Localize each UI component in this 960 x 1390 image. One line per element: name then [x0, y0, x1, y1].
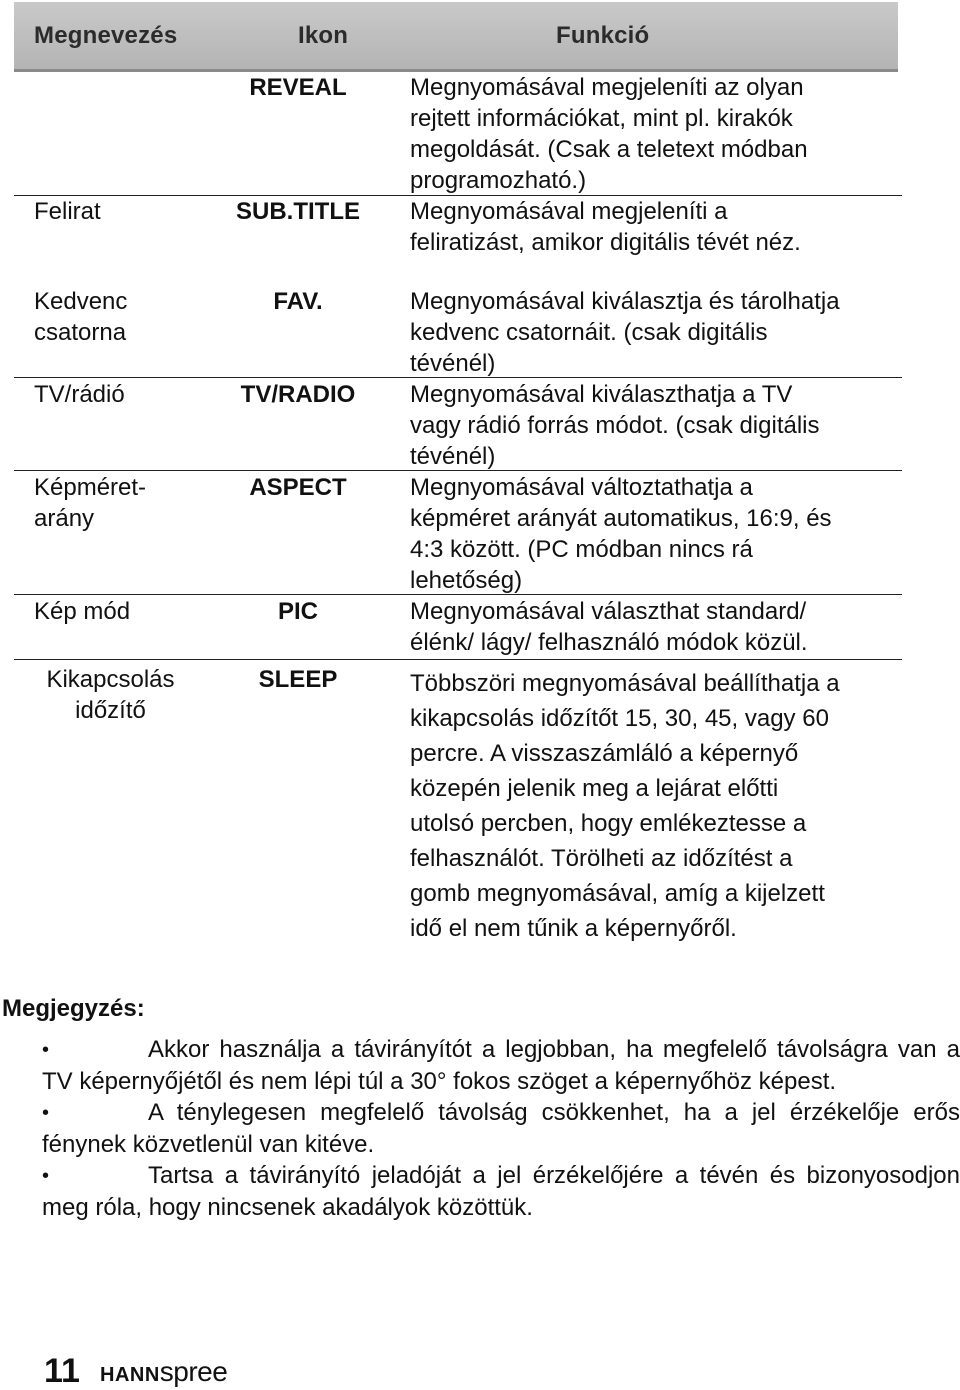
note-item: [42, 1097, 960, 1160]
row-divider: [14, 377, 902, 378]
notes-list: [42, 1034, 960, 1223]
row-icon: REVEAL: [249, 74, 347, 101]
row-name: Képméret- arány: [34, 474, 147, 532]
row-name: Kép mód: [34, 598, 131, 625]
note-text: A ténylegesen megfelelő távolság csökkenhet, ha a jel érzékelője erős fénynek közvetlenül van kitéve.: [42, 1099, 960, 1158]
row-function: Megnyomásával megjeleníti az olyan rejtett információkat, mint pl. kirakók megoldását. (Csak a teletext módban programozható.): [410, 74, 808, 194]
note-item: [42, 1160, 960, 1223]
row-icon: TV/RADIO: [240, 381, 356, 408]
note-text: Tartsa a távirányító jeladóját a jel érzékelőjére a tévén és bizonyosodjon meg róla, hogy nincsenek akadályok közöttük.: [42, 1162, 960, 1221]
row-name: Kikapcsolás időzítő: [46, 666, 175, 724]
row-function: Megnyomásával kiválaszthatja a TV vagy rádió forrás módot. (csak digitális tévénél): [410, 381, 820, 470]
bullet-icon: •: [42, 1102, 50, 1124]
bullet-icon: •: [42, 1039, 50, 1061]
header-function: Funkció: [556, 22, 650, 49]
note-text: Akkor használja a távirányítót a legjobban, ha megfelelő távolságra van a TV képernyőjétől és nem lépi túl a 30° fokos szöget a képernyőhöz képest.: [42, 1036, 960, 1095]
header-icon: Ikon: [298, 22, 349, 49]
table-header: [14, 2, 898, 72]
row-function: Megnyomásával megjeleníti a feliratizást, amikor digitális tévét néz.: [410, 198, 801, 256]
row-function: Megnyomásával választhat standard/ élénk/ lágy/ felhasználó módok közül.: [410, 598, 808, 656]
row-icon: FAV.: [273, 288, 323, 315]
row-name: TV/rádió: [34, 381, 125, 408]
bullet-icon: •: [42, 1165, 50, 1187]
brand-logo: [100, 1358, 227, 1389]
row-divider: [14, 659, 902, 660]
row-function: Megnyomásával kiválasztja és tárolhatja kedvenc csatornáit. (csak digitális tévénél): [410, 288, 840, 377]
row-name: Kedvenc csatorna: [34, 288, 128, 346]
brand-hann: HANN: [100, 1364, 160, 1386]
row-function: Többszöri megnyomásával beállíthatja a kikapcsolás időzítőt 15, 30, 45, vagy 60 percre. A visszaszámláló a képernyő közepén jelenik meg a lejárat előtti utolsó percben, hogy emlékeztesse a felhasználót. Törölheti az időzítést a gomb megnyomásával, amíg a kijelzett idő el nem tűnik a képernyőről.: [410, 670, 840, 942]
note-item: [42, 1034, 960, 1097]
page-number: 11: [44, 1352, 80, 1390]
brand-spree: spree: [159, 1356, 228, 1387]
notes-title: Megjegyzés:: [2, 995, 145, 1022]
row-name: Felirat: [34, 198, 101, 225]
row-divider: [14, 594, 902, 595]
row-icon: SLEEP: [258, 666, 338, 693]
row-icon: SUB.TITLE: [236, 198, 360, 225]
row-icon: ASPECT: [249, 474, 347, 501]
header-name: Megnevezés: [34, 22, 178, 49]
row-icon: PIC: [277, 598, 318, 625]
row-divider: [14, 470, 902, 471]
row-function: Megnyomásával változtathatja a képméret arányát automatikus, 16:9, és 4:3 között. (PC módban nincs rá lehetőség): [410, 474, 832, 594]
